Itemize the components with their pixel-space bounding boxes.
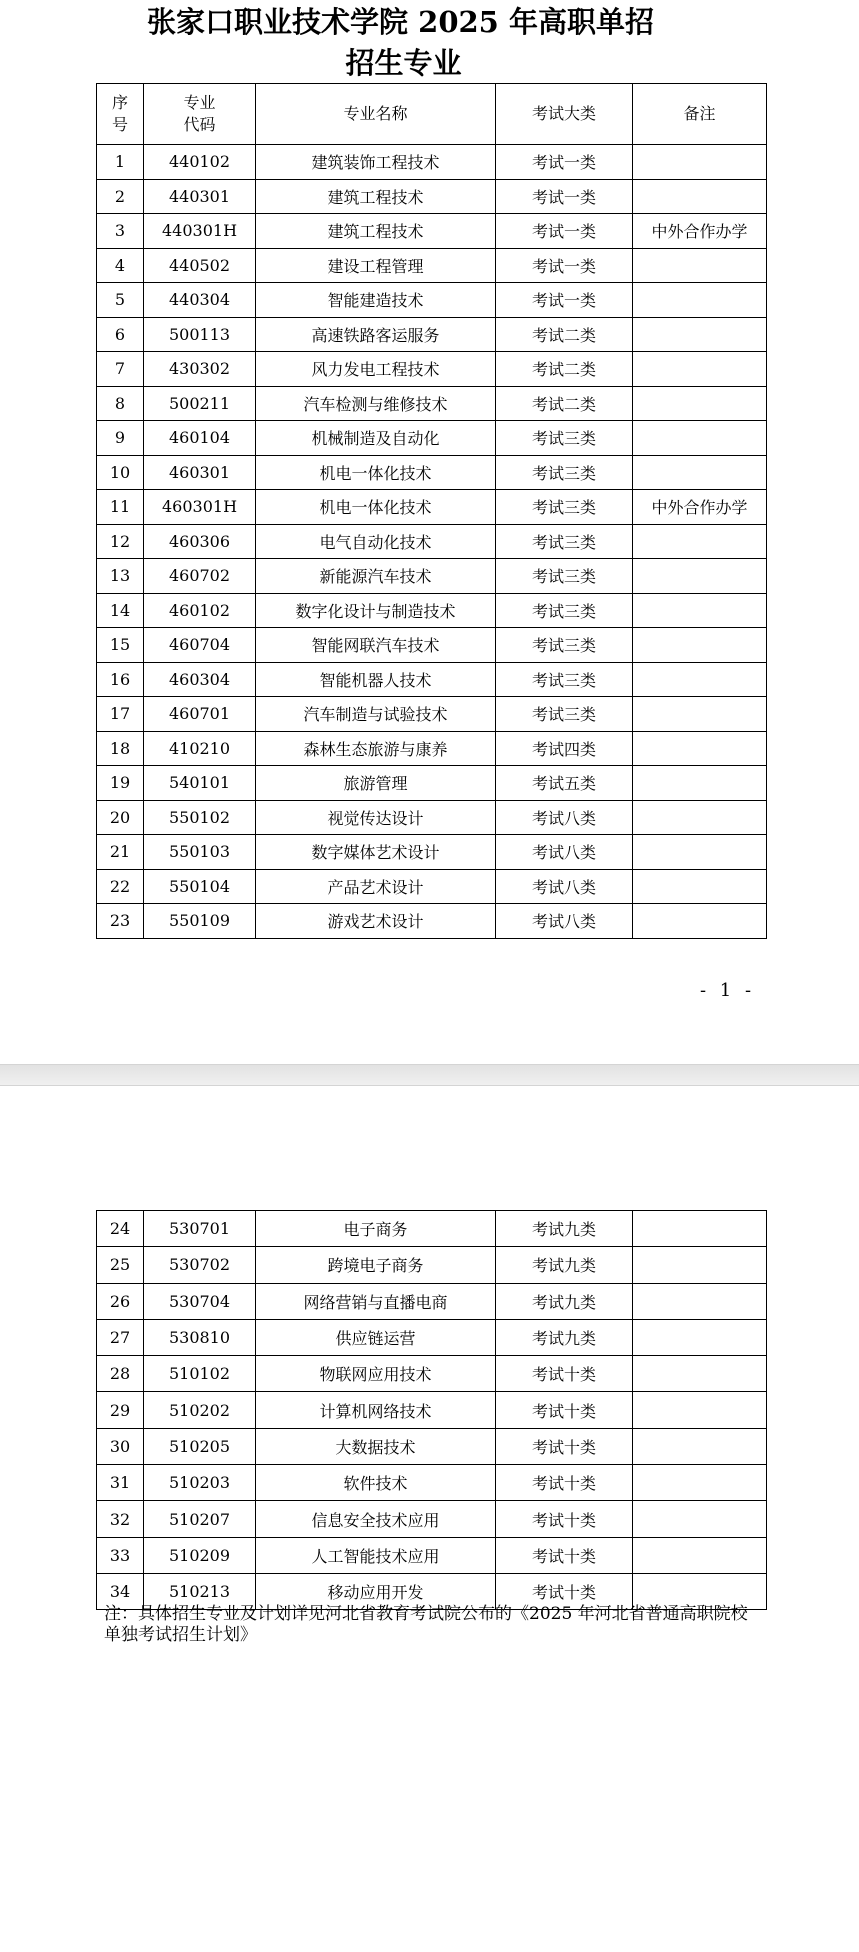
cell-category: 考试五类 — [496, 766, 633, 801]
cell-seq: 21 — [97, 835, 144, 870]
cell-code: 460306 — [144, 524, 256, 559]
table-row — [97, 869, 767, 904]
cell-name: 供应链运营 — [256, 1319, 496, 1355]
table-row — [97, 697, 767, 732]
cell-remark: 中外合作办学 — [633, 490, 767, 525]
cell-seq: 33 — [97, 1537, 144, 1573]
cell-category: 考试一类 — [496, 145, 633, 180]
table-row — [97, 1465, 767, 1501]
cell-seq: 17 — [97, 697, 144, 732]
cell-name: 新能源汽车技术 — [256, 559, 496, 594]
cell-remark — [633, 455, 767, 490]
cell-seq: 30 — [97, 1428, 144, 1464]
cell-code: 460701 — [144, 697, 256, 732]
cell-code: 550109 — [144, 904, 256, 939]
table-row — [97, 214, 767, 249]
cell-seq: 8 — [97, 386, 144, 421]
cell-category: 考试十类 — [496, 1501, 633, 1537]
cell-category: 考试三类 — [496, 593, 633, 628]
cell-seq: 24 — [97, 1211, 144, 1247]
cell-code: 530704 — [144, 1283, 256, 1319]
cell-remark — [633, 524, 767, 559]
cell-seq: 27 — [97, 1319, 144, 1355]
cell-code: 510202 — [144, 1392, 256, 1428]
table-row — [97, 145, 767, 180]
cell-remark — [633, 1465, 767, 1501]
table-row — [97, 179, 767, 214]
cell-code: 440502 — [144, 248, 256, 283]
cell-remark — [633, 1247, 767, 1283]
cell-category: 考试十类 — [496, 1356, 633, 1392]
cell-category: 考试八类 — [496, 869, 633, 904]
table-row — [97, 283, 767, 318]
cell-seq: 7 — [97, 352, 144, 387]
cell-remark — [633, 386, 767, 421]
cell-remark — [633, 248, 767, 283]
table-row — [97, 386, 767, 421]
table-row — [97, 1428, 767, 1464]
table-row — [97, 835, 767, 870]
cell-category: 考试九类 — [496, 1319, 633, 1355]
cell-remark — [633, 352, 767, 387]
cell-category: 考试二类 — [496, 352, 633, 387]
header-seq: 序号 — [97, 84, 144, 145]
table-row — [97, 766, 767, 801]
cell-name: 信息安全技术应用 — [256, 1501, 496, 1537]
cell-code: 510209 — [144, 1537, 256, 1573]
cell-category: 考试八类 — [496, 835, 633, 870]
cell-seq: 6 — [97, 317, 144, 352]
majors-table-page-2 — [96, 1210, 767, 1610]
cell-seq: 10 — [97, 455, 144, 490]
cell-category: 考试一类 — [496, 214, 633, 249]
table-row — [97, 662, 767, 697]
cell-remark — [633, 559, 767, 594]
cell-code: 530701 — [144, 1211, 256, 1247]
cell-code: 440304 — [144, 283, 256, 318]
cell-remark — [633, 628, 767, 663]
cell-remark — [633, 1428, 767, 1464]
cell-name: 机械制造及自动化 — [256, 421, 496, 456]
table-body-page-1 — [97, 145, 767, 939]
cell-code: 530810 — [144, 1319, 256, 1355]
table-row — [97, 1319, 767, 1355]
cell-code: 550102 — [144, 800, 256, 835]
cell-category: 考试三类 — [496, 421, 633, 456]
majors-table-page-1 — [96, 83, 767, 939]
cell-remark — [633, 1283, 767, 1319]
cell-code: 500113 — [144, 317, 256, 352]
table-row — [97, 1356, 767, 1392]
cell-remark — [633, 421, 767, 456]
cell-remark — [633, 800, 767, 835]
cell-category: 考试二类 — [496, 317, 633, 352]
cell-category: 考试十类 — [496, 1428, 633, 1464]
cell-name: 数字化设计与制造技术 — [256, 593, 496, 628]
cell-seq: 14 — [97, 593, 144, 628]
cell-seq: 23 — [97, 904, 144, 939]
cell-category: 考试九类 — [496, 1247, 633, 1283]
cell-code: 510213 — [144, 1573, 256, 1609]
table-row — [97, 421, 767, 456]
cell-name: 机电一体化技术 — [256, 455, 496, 490]
cell-category: 考试一类 — [496, 283, 633, 318]
cell-seq: 4 — [97, 248, 144, 283]
cell-code: 550104 — [144, 869, 256, 904]
cell-remark — [633, 869, 767, 904]
page-separator — [0, 1064, 859, 1086]
cell-seq: 5 — [97, 283, 144, 318]
cell-code: 410210 — [144, 731, 256, 766]
cell-seq: 11 — [97, 490, 144, 525]
table-body-page-2 — [97, 1211, 767, 1610]
cell-code: 440301 — [144, 179, 256, 214]
table-row — [97, 248, 767, 283]
cell-name: 数字媒体艺术设计 — [256, 835, 496, 870]
page-number: - 1 - — [700, 980, 756, 1001]
cell-name: 电子商务 — [256, 1211, 496, 1247]
cell-code: 460304 — [144, 662, 256, 697]
cell-code: 510102 — [144, 1356, 256, 1392]
cell-category: 考试三类 — [496, 524, 633, 559]
cell-category: 考试十类 — [496, 1392, 633, 1428]
cell-remark — [633, 697, 767, 732]
table-header-row — [97, 84, 767, 145]
cell-code: 460301H — [144, 490, 256, 525]
cell-remark — [633, 731, 767, 766]
cell-remark — [633, 1392, 767, 1428]
cell-remark — [633, 1211, 767, 1247]
cell-name: 游戏艺术设计 — [256, 904, 496, 939]
document-title-line-1: 张家口职业技术学院 2025 年高职单招 — [147, 5, 654, 39]
table-row — [97, 593, 767, 628]
cell-name: 移动应用开发 — [256, 1573, 496, 1609]
cell-name: 旅游管理 — [256, 766, 496, 801]
cell-remark — [633, 662, 767, 697]
cell-name: 建筑工程技术 — [256, 179, 496, 214]
cell-name: 网络营销与直播电商 — [256, 1283, 496, 1319]
cell-name: 机电一体化技术 — [256, 490, 496, 525]
cell-seq: 31 — [97, 1465, 144, 1501]
table-row — [97, 628, 767, 663]
cell-seq: 26 — [97, 1283, 144, 1319]
cell-category: 考试一类 — [496, 248, 633, 283]
cell-category: 考试一类 — [496, 179, 633, 214]
cell-seq: 22 — [97, 869, 144, 904]
cell-seq: 18 — [97, 731, 144, 766]
cell-remark — [633, 1501, 767, 1537]
cell-seq: 9 — [97, 421, 144, 456]
cell-category: 考试三类 — [496, 559, 633, 594]
cell-category: 考试四类 — [496, 731, 633, 766]
cell-category: 考试三类 — [496, 697, 633, 732]
cell-code: 440102 — [144, 145, 256, 180]
cell-seq: 2 — [97, 179, 144, 214]
cell-remark — [633, 1537, 767, 1573]
cell-remark — [633, 317, 767, 352]
cell-name: 汽车检测与维修技术 — [256, 386, 496, 421]
table-row — [97, 1247, 767, 1283]
table-row — [97, 490, 767, 525]
cell-name: 视觉传达设计 — [256, 800, 496, 835]
cell-remark — [633, 835, 767, 870]
cell-name: 软件技术 — [256, 1465, 496, 1501]
cell-remark — [633, 283, 767, 318]
header-remark: 备注 — [633, 84, 767, 145]
cell-seq: 25 — [97, 1247, 144, 1283]
table-row — [97, 904, 767, 939]
cell-category: 考试九类 — [496, 1211, 633, 1247]
cell-name: 物联网应用技术 — [256, 1356, 496, 1392]
cell-category: 考试十类 — [496, 1465, 633, 1501]
cell-name: 计算机网络技术 — [256, 1392, 496, 1428]
table-row — [97, 1537, 767, 1573]
header-category: 考试大类 — [496, 84, 633, 145]
cell-code: 500211 — [144, 386, 256, 421]
cell-name: 大数据技术 — [256, 1428, 496, 1464]
table-row — [97, 731, 767, 766]
cell-code: 550103 — [144, 835, 256, 870]
cell-code: 460102 — [144, 593, 256, 628]
cell-category: 考试二类 — [496, 386, 633, 421]
cell-seq: 13 — [97, 559, 144, 594]
cell-remark — [633, 766, 767, 801]
cell-name: 建设工程管理 — [256, 248, 496, 283]
cell-category: 考试三类 — [496, 662, 633, 697]
cell-name: 智能建造技术 — [256, 283, 496, 318]
cell-seq: 29 — [97, 1392, 144, 1428]
cell-code: 460301 — [144, 455, 256, 490]
table-row — [97, 1392, 767, 1428]
table-row — [97, 1501, 767, 1537]
table-row — [97, 1211, 767, 1247]
cell-code: 540101 — [144, 766, 256, 801]
cell-seq: 19 — [97, 766, 144, 801]
cell-name: 产品艺术设计 — [256, 869, 496, 904]
cell-name: 跨境电子商务 — [256, 1247, 496, 1283]
cell-code: 510203 — [144, 1465, 256, 1501]
document-title-line-2: 招生专业 — [345, 46, 462, 80]
cell-remark — [633, 1319, 767, 1355]
cell-code: 460104 — [144, 421, 256, 456]
cell-code: 510207 — [144, 1501, 256, 1537]
cell-seq: 12 — [97, 524, 144, 559]
cell-remark — [633, 145, 767, 180]
cell-code: 460704 — [144, 628, 256, 663]
cell-category: 考试十类 — [496, 1573, 633, 1609]
cell-remark: 中外合作办学 — [633, 214, 767, 249]
header-code: 专业代码 — [144, 84, 256, 145]
table-row — [97, 455, 767, 490]
cell-name: 高速铁路客运服务 — [256, 317, 496, 352]
cell-name: 电气自动化技术 — [256, 524, 496, 559]
cell-seq: 28 — [97, 1356, 144, 1392]
table-row — [97, 524, 767, 559]
cell-seq: 15 — [97, 628, 144, 663]
cell-seq: 16 — [97, 662, 144, 697]
cell-category: 考试三类 — [496, 628, 633, 663]
cell-code: 510205 — [144, 1428, 256, 1464]
cell-name: 人工智能技术应用 — [256, 1537, 496, 1573]
cell-name: 汽车制造与试验技术 — [256, 697, 496, 732]
cell-code: 440301H — [144, 214, 256, 249]
table-row — [97, 1283, 767, 1319]
cell-seq: 3 — [97, 214, 144, 249]
cell-remark — [633, 1356, 767, 1392]
table-row — [97, 800, 767, 835]
cell-category: 考试三类 — [496, 490, 633, 525]
cell-name: 风力发电工程技术 — [256, 352, 496, 387]
cell-seq: 34 — [97, 1573, 144, 1609]
cell-category: 考试九类 — [496, 1283, 633, 1319]
cell-seq: 1 — [97, 145, 144, 180]
cell-code: 530702 — [144, 1247, 256, 1283]
cell-name: 建筑装饰工程技术 — [256, 145, 496, 180]
cell-name: 智能网联汽车技术 — [256, 628, 496, 663]
cell-remark — [633, 179, 767, 214]
cell-seq: 32 — [97, 1501, 144, 1537]
cell-code: 430302 — [144, 352, 256, 387]
footnote: 注：具体招生专业及计划详见河北省教育考试院公布的《2025 年河北省普通高职院校单独考试招生计划》 — [104, 1604, 748, 1645]
cell-name: 森林生态旅游与康养 — [256, 731, 496, 766]
cell-category: 考试三类 — [496, 455, 633, 490]
cell-name: 智能机器人技术 — [256, 662, 496, 697]
table-row — [97, 317, 767, 352]
cell-remark — [633, 593, 767, 628]
cell-category: 考试八类 — [496, 800, 633, 835]
cell-seq: 20 — [97, 800, 144, 835]
cell-name: 建筑工程技术 — [256, 214, 496, 249]
cell-remark — [633, 904, 767, 939]
table-row — [97, 559, 767, 594]
cell-code: 460702 — [144, 559, 256, 594]
cell-category: 考试十类 — [496, 1537, 633, 1573]
cell-category: 考试八类 — [496, 904, 633, 939]
table-row — [97, 352, 767, 387]
header-name: 专业名称 — [256, 84, 496, 145]
